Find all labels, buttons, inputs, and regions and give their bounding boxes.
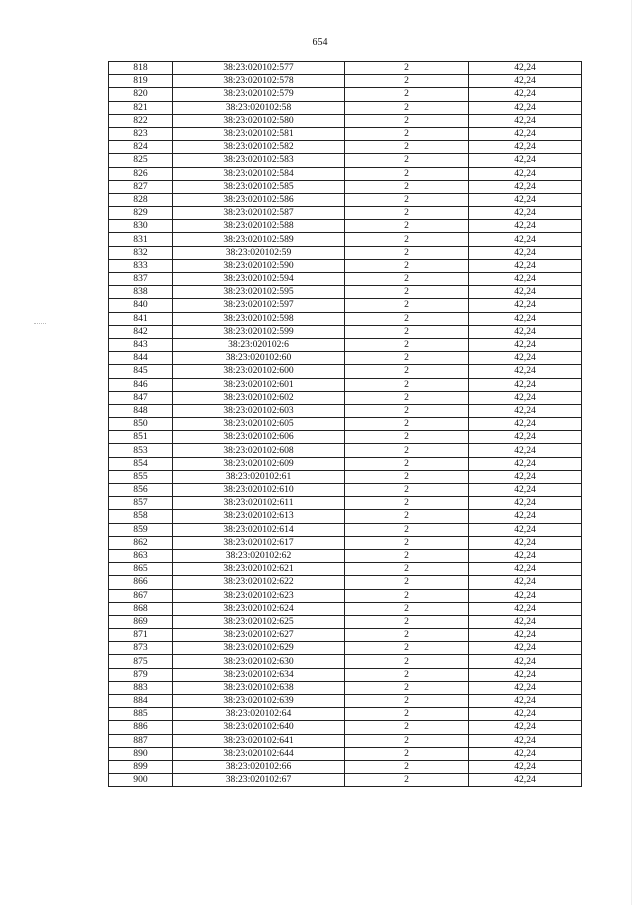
table-row xyxy=(109,338,582,351)
quantity-cell: 2 xyxy=(345,286,469,299)
cadastral-number-cell: 38:23:020102:644 xyxy=(173,747,345,760)
quantity-cell: 2 xyxy=(345,101,469,114)
table-row xyxy=(109,378,582,391)
value-cell: 42,24 xyxy=(469,207,582,220)
value-cell: 42,24 xyxy=(469,154,582,167)
row-number-cell: 887 xyxy=(109,734,173,747)
table-row xyxy=(109,602,582,615)
value-cell: 42,24 xyxy=(469,536,582,549)
row-number-cell: 900 xyxy=(109,774,173,787)
quantity-cell: 2 xyxy=(345,312,469,325)
row-number-cell: 826 xyxy=(109,167,173,180)
value-cell: 42,24 xyxy=(469,338,582,351)
cadastral-number-cell: 38:23:020102:583 xyxy=(173,154,345,167)
cadastral-number-cell: 38:23:020102:580 xyxy=(173,114,345,127)
value-cell: 42,24 xyxy=(469,695,582,708)
quantity-cell: 2 xyxy=(345,233,469,246)
quantity-cell: 2 xyxy=(345,167,469,180)
row-number-cell: 858 xyxy=(109,510,173,523)
value-cell: 42,24 xyxy=(469,391,582,404)
value-cell: 42,24 xyxy=(469,246,582,259)
cadastral-number-cell: 38:23:020102:66 xyxy=(173,760,345,773)
cadastral-number-cell: 38:23:020102:588 xyxy=(173,220,345,233)
quantity-cell: 2 xyxy=(345,695,469,708)
scan-margin-mark xyxy=(34,323,46,324)
row-number-cell: 868 xyxy=(109,602,173,615)
row-number-cell: 854 xyxy=(109,457,173,470)
quantity-cell: 2 xyxy=(345,602,469,615)
row-number-cell: 879 xyxy=(109,668,173,681)
row-number-cell: 899 xyxy=(109,760,173,773)
value-cell: 42,24 xyxy=(469,615,582,628)
value-cell: 42,24 xyxy=(469,352,582,365)
quantity-cell: 2 xyxy=(345,88,469,101)
row-number-cell: 867 xyxy=(109,589,173,602)
quantity-cell: 2 xyxy=(345,721,469,734)
cadastral-number-cell: 38:23:020102:584 xyxy=(173,167,345,180)
table-row xyxy=(109,325,582,338)
value-cell: 42,24 xyxy=(469,523,582,536)
quantity-cell: 2 xyxy=(345,747,469,760)
row-number-cell: 843 xyxy=(109,338,173,351)
cadastral-number-cell: 38:23:020102:62 xyxy=(173,549,345,562)
quantity-cell: 2 xyxy=(345,418,469,431)
quantity-cell: 2 xyxy=(345,154,469,167)
table-row xyxy=(109,668,582,681)
value-cell: 42,24 xyxy=(469,497,582,510)
table-row xyxy=(109,233,582,246)
table-row xyxy=(109,404,582,417)
cadastral-number-cell: 38:23:020102:630 xyxy=(173,655,345,668)
table-row xyxy=(109,259,582,272)
cadastral-number-cell: 38:23:020102:581 xyxy=(173,127,345,140)
value-cell: 42,24 xyxy=(469,589,582,602)
table-row xyxy=(109,721,582,734)
quantity-cell: 2 xyxy=(345,365,469,378)
quantity-cell: 2 xyxy=(345,141,469,154)
table-row xyxy=(109,62,582,75)
quantity-cell: 2 xyxy=(345,180,469,193)
cadastral-number-cell: 38:23:020102:614 xyxy=(173,523,345,536)
row-number-cell: 862 xyxy=(109,536,173,549)
table-row xyxy=(109,774,582,787)
row-number-cell: 847 xyxy=(109,391,173,404)
table-row xyxy=(109,154,582,167)
table-row xyxy=(109,576,582,589)
row-number-cell: 844 xyxy=(109,352,173,365)
value-cell: 42,24 xyxy=(469,457,582,470)
table-row xyxy=(109,510,582,523)
quantity-cell: 2 xyxy=(345,642,469,655)
table-row xyxy=(109,180,582,193)
value-cell: 42,24 xyxy=(469,273,582,286)
cadastral-number-cell: 38:23:020102:638 xyxy=(173,681,345,694)
cadastral-number-cell: 38:23:020102:58 xyxy=(173,101,345,114)
value-cell: 42,24 xyxy=(469,576,582,589)
quantity-cell: 2 xyxy=(345,629,469,642)
cadastral-number-cell: 38:23:020102:600 xyxy=(173,365,345,378)
cadastral-number-cell: 38:23:020102:609 xyxy=(173,457,345,470)
quantity-cell: 2 xyxy=(345,510,469,523)
value-cell: 42,24 xyxy=(469,114,582,127)
row-number-cell: 846 xyxy=(109,378,173,391)
table-row xyxy=(109,352,582,365)
quantity-cell: 2 xyxy=(345,62,469,75)
cadastral-number-cell: 38:23:020102:60 xyxy=(173,352,345,365)
value-cell: 42,24 xyxy=(469,259,582,272)
row-number-cell: 853 xyxy=(109,444,173,457)
table-row xyxy=(109,457,582,470)
row-number-cell: 828 xyxy=(109,193,173,206)
value-cell: 42,24 xyxy=(469,708,582,721)
table-row xyxy=(109,747,582,760)
cadastral-number-cell: 38:23:020102:594 xyxy=(173,273,345,286)
value-cell: 42,24 xyxy=(469,141,582,154)
value-cell: 42,24 xyxy=(469,549,582,562)
value-cell: 42,24 xyxy=(469,312,582,325)
row-number-cell: 884 xyxy=(109,695,173,708)
value-cell: 42,24 xyxy=(469,404,582,417)
quantity-cell: 2 xyxy=(345,444,469,457)
value-cell: 42,24 xyxy=(469,470,582,483)
table-row xyxy=(109,286,582,299)
quantity-cell: 2 xyxy=(345,114,469,127)
cadastral-number-cell: 38:23:020102:640 xyxy=(173,721,345,734)
row-number-cell: 819 xyxy=(109,75,173,88)
cadastral-number-cell: 38:23:020102:603 xyxy=(173,404,345,417)
row-number-cell: 851 xyxy=(109,431,173,444)
value-cell: 42,24 xyxy=(469,721,582,734)
row-number-cell: 840 xyxy=(109,299,173,312)
cadastral-number-cell: 38:23:020102:639 xyxy=(173,695,345,708)
cadastral-number-cell: 38:23:020102:621 xyxy=(173,563,345,576)
table-row xyxy=(109,246,582,259)
quantity-cell: 2 xyxy=(345,299,469,312)
row-number-cell: 842 xyxy=(109,325,173,338)
row-number-cell: 850 xyxy=(109,418,173,431)
row-number-cell: 827 xyxy=(109,180,173,193)
table-row xyxy=(109,760,582,773)
cadastral-number-cell: 38:23:020102:611 xyxy=(173,497,345,510)
quantity-cell: 2 xyxy=(345,655,469,668)
cadastral-number-cell: 38:23:020102:578 xyxy=(173,75,345,88)
value-cell: 42,24 xyxy=(469,602,582,615)
cadastral-number-cell: 38:23:020102:590 xyxy=(173,259,345,272)
row-number-cell: 832 xyxy=(109,246,173,259)
quantity-cell: 2 xyxy=(345,589,469,602)
cadastral-number-cell: 38:23:020102:606 xyxy=(173,431,345,444)
row-number-cell: 823 xyxy=(109,127,173,140)
table-row xyxy=(109,75,582,88)
parcel-table xyxy=(108,61,582,787)
table-row xyxy=(109,141,582,154)
quantity-cell: 2 xyxy=(345,378,469,391)
table-row xyxy=(109,615,582,628)
cadastral-number-cell: 38:23:020102:64 xyxy=(173,708,345,721)
row-number-cell: 841 xyxy=(109,312,173,325)
cadastral-number-cell: 38:23:020102:602 xyxy=(173,391,345,404)
row-number-cell: 875 xyxy=(109,655,173,668)
cadastral-number-cell: 38:23:020102:589 xyxy=(173,233,345,246)
table-row xyxy=(109,708,582,721)
quantity-cell: 2 xyxy=(345,207,469,220)
quantity-cell: 2 xyxy=(345,193,469,206)
cadastral-number-cell: 38:23:020102:587 xyxy=(173,207,345,220)
value-cell: 42,24 xyxy=(469,180,582,193)
quantity-cell: 2 xyxy=(345,404,469,417)
quantity-cell: 2 xyxy=(345,220,469,233)
table-row xyxy=(109,655,582,668)
value-cell: 42,24 xyxy=(469,668,582,681)
row-number-cell: 890 xyxy=(109,747,173,760)
value-cell: 42,24 xyxy=(469,365,582,378)
cadastral-number-cell: 38:23:020102:625 xyxy=(173,615,345,628)
cadastral-number-cell: 38:23:020102:601 xyxy=(173,378,345,391)
quantity-cell: 2 xyxy=(345,431,469,444)
cadastral-number-cell: 38:23:020102:627 xyxy=(173,629,345,642)
value-cell: 42,24 xyxy=(469,734,582,747)
quantity-cell: 2 xyxy=(345,246,469,259)
table-row xyxy=(109,497,582,510)
value-cell: 42,24 xyxy=(469,510,582,523)
quantity-cell: 2 xyxy=(345,338,469,351)
value-cell: 42,24 xyxy=(469,286,582,299)
quantity-cell: 2 xyxy=(345,563,469,576)
value-cell: 42,24 xyxy=(469,101,582,114)
parcel-table-body xyxy=(109,62,582,787)
value-cell: 42,24 xyxy=(469,418,582,431)
value-cell: 42,24 xyxy=(469,681,582,694)
quantity-cell: 2 xyxy=(345,273,469,286)
value-cell: 42,24 xyxy=(469,127,582,140)
row-number-cell: 837 xyxy=(109,273,173,286)
value-cell: 42,24 xyxy=(469,431,582,444)
quantity-cell: 2 xyxy=(345,615,469,628)
value-cell: 42,24 xyxy=(469,774,582,787)
quantity-cell: 2 xyxy=(345,127,469,140)
value-cell: 42,24 xyxy=(469,484,582,497)
quantity-cell: 2 xyxy=(345,352,469,365)
table-row xyxy=(109,391,582,404)
table-row xyxy=(109,629,582,642)
cadastral-number-cell: 38:23:020102:617 xyxy=(173,536,345,549)
quantity-cell: 2 xyxy=(345,734,469,747)
value-cell: 42,24 xyxy=(469,747,582,760)
row-number-cell: 859 xyxy=(109,523,173,536)
quantity-cell: 2 xyxy=(345,708,469,721)
table-row xyxy=(109,695,582,708)
row-number-cell: 863 xyxy=(109,549,173,562)
table-row xyxy=(109,101,582,114)
cadastral-number-cell: 38:23:020102:597 xyxy=(173,299,345,312)
value-cell: 42,24 xyxy=(469,88,582,101)
table-row xyxy=(109,444,582,457)
value-cell: 42,24 xyxy=(469,299,582,312)
value-cell: 42,24 xyxy=(469,655,582,668)
row-number-cell: 838 xyxy=(109,286,173,299)
value-cell: 42,24 xyxy=(469,563,582,576)
cadastral-number-cell: 38:23:020102:599 xyxy=(173,325,345,338)
page-number: 654 xyxy=(312,37,328,48)
cadastral-number-cell: 38:23:020102:577 xyxy=(173,62,345,75)
table-row xyxy=(109,563,582,576)
row-number-cell: 824 xyxy=(109,141,173,154)
row-number-cell: 848 xyxy=(109,404,173,417)
table-row xyxy=(109,207,582,220)
row-number-cell: 822 xyxy=(109,114,173,127)
table-row xyxy=(109,470,582,483)
table-row xyxy=(109,88,582,101)
cadastral-number-cell: 38:23:020102:61 xyxy=(173,470,345,483)
row-number-cell: 885 xyxy=(109,708,173,721)
row-number-cell: 820 xyxy=(109,88,173,101)
cadastral-number-cell: 38:23:020102:585 xyxy=(173,180,345,193)
value-cell: 42,24 xyxy=(469,760,582,773)
row-number-cell: 857 xyxy=(109,497,173,510)
cadastral-number-cell: 38:23:020102:598 xyxy=(173,312,345,325)
row-number-cell: 830 xyxy=(109,220,173,233)
value-cell: 42,24 xyxy=(469,629,582,642)
quantity-cell: 2 xyxy=(345,497,469,510)
cadastral-number-cell: 38:23:020102:595 xyxy=(173,286,345,299)
cadastral-number-cell: 38:23:020102:586 xyxy=(173,193,345,206)
cadastral-number-cell: 38:23:020102:622 xyxy=(173,576,345,589)
row-number-cell: 825 xyxy=(109,154,173,167)
table-row xyxy=(109,536,582,549)
quantity-cell: 2 xyxy=(345,668,469,681)
table-row xyxy=(109,365,582,378)
value-cell: 42,24 xyxy=(469,220,582,233)
cadastral-number-cell: 38:23:020102:610 xyxy=(173,484,345,497)
value-cell: 42,24 xyxy=(469,75,582,88)
table-row xyxy=(109,220,582,233)
cadastral-number-cell: 38:23:020102:641 xyxy=(173,734,345,747)
table-row xyxy=(109,127,582,140)
row-number-cell: 829 xyxy=(109,207,173,220)
cadastral-number-cell: 38:23:020102:623 xyxy=(173,589,345,602)
table-row xyxy=(109,589,582,602)
quantity-cell: 2 xyxy=(345,484,469,497)
quantity-cell: 2 xyxy=(345,774,469,787)
row-number-cell: 856 xyxy=(109,484,173,497)
value-cell: 42,24 xyxy=(469,378,582,391)
table-row xyxy=(109,418,582,431)
quantity-cell: 2 xyxy=(345,576,469,589)
row-number-cell: 831 xyxy=(109,233,173,246)
table-row xyxy=(109,642,582,655)
row-number-cell: 871 xyxy=(109,629,173,642)
table-row xyxy=(109,167,582,180)
quantity-cell: 2 xyxy=(345,325,469,338)
cadastral-number-cell: 38:23:020102:6 xyxy=(173,338,345,351)
cadastral-number-cell: 38:23:020102:634 xyxy=(173,668,345,681)
cadastral-number-cell: 38:23:020102:582 xyxy=(173,141,345,154)
row-number-cell: 886 xyxy=(109,721,173,734)
value-cell: 42,24 xyxy=(469,233,582,246)
value-cell: 42,24 xyxy=(469,167,582,180)
table-row xyxy=(109,734,582,747)
quantity-cell: 2 xyxy=(345,457,469,470)
row-number-cell: 865 xyxy=(109,563,173,576)
cadastral-number-cell: 38:23:020102:629 xyxy=(173,642,345,655)
cadastral-number-cell: 38:23:020102:605 xyxy=(173,418,345,431)
cadastral-number-cell: 38:23:020102:613 xyxy=(173,510,345,523)
table-row xyxy=(109,523,582,536)
value-cell: 42,24 xyxy=(469,193,582,206)
quantity-cell: 2 xyxy=(345,760,469,773)
value-cell: 42,24 xyxy=(469,642,582,655)
table-row xyxy=(109,114,582,127)
row-number-cell: 866 xyxy=(109,576,173,589)
table-row xyxy=(109,312,582,325)
scan-edge-line xyxy=(631,0,632,905)
quantity-cell: 2 xyxy=(345,536,469,549)
row-number-cell: 821 xyxy=(109,101,173,114)
table-row xyxy=(109,484,582,497)
quantity-cell: 2 xyxy=(345,681,469,694)
cadastral-number-cell: 38:23:020102:608 xyxy=(173,444,345,457)
cadastral-number-cell: 38:23:020102:59 xyxy=(173,246,345,259)
table-row xyxy=(109,299,582,312)
row-number-cell: 818 xyxy=(109,62,173,75)
table-row xyxy=(109,193,582,206)
cadastral-number-cell: 38:23:020102:624 xyxy=(173,602,345,615)
row-number-cell: 855 xyxy=(109,470,173,483)
quantity-cell: 2 xyxy=(345,470,469,483)
row-number-cell: 883 xyxy=(109,681,173,694)
row-number-cell: 845 xyxy=(109,365,173,378)
quantity-cell: 2 xyxy=(345,75,469,88)
table-row xyxy=(109,549,582,562)
table-row xyxy=(109,273,582,286)
quantity-cell: 2 xyxy=(345,391,469,404)
cadastral-number-cell: 38:23:020102:579 xyxy=(173,88,345,101)
value-cell: 42,24 xyxy=(469,444,582,457)
row-number-cell: 873 xyxy=(109,642,173,655)
table-row xyxy=(109,431,582,444)
value-cell: 42,24 xyxy=(469,325,582,338)
quantity-cell: 2 xyxy=(345,549,469,562)
row-number-cell: 833 xyxy=(109,259,173,272)
value-cell: 42,24 xyxy=(469,62,582,75)
quantity-cell: 2 xyxy=(345,259,469,272)
cadastral-number-cell: 38:23:020102:67 xyxy=(173,774,345,787)
quantity-cell: 2 xyxy=(345,523,469,536)
table-row xyxy=(109,681,582,694)
row-number-cell: 869 xyxy=(109,615,173,628)
